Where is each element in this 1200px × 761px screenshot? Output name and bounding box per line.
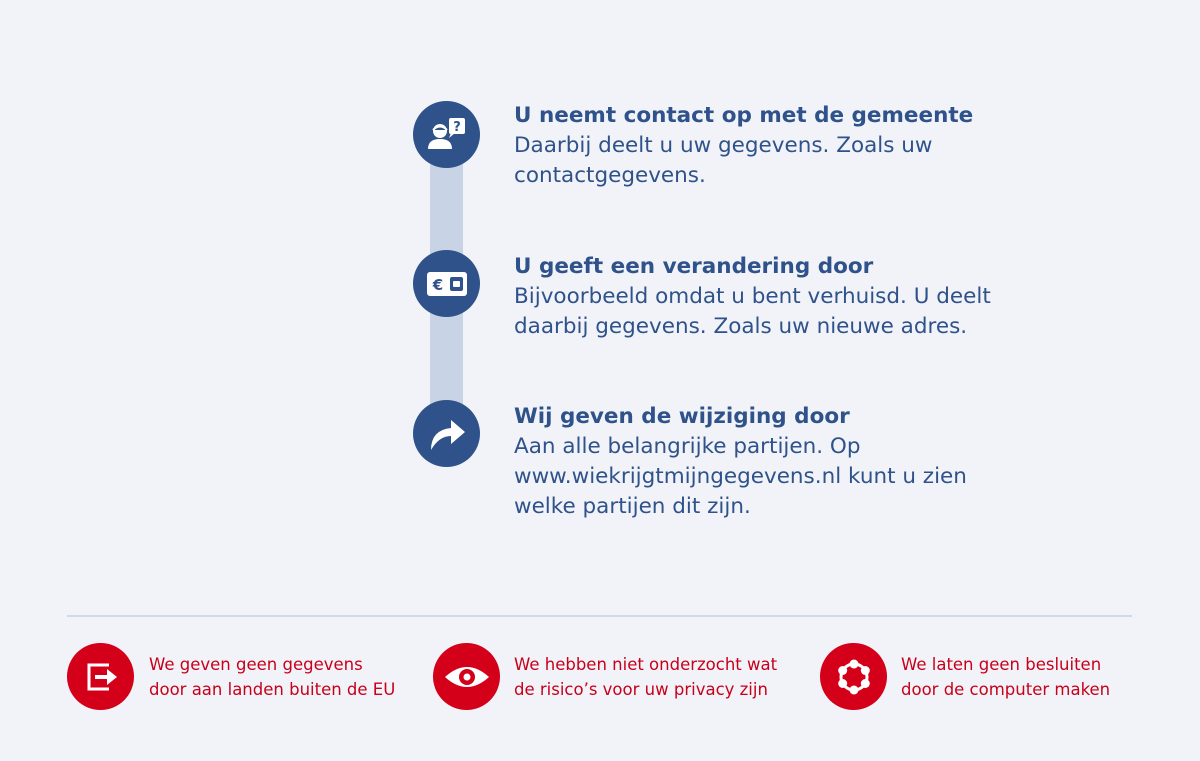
step-2-body-line-1: Bijvoorbeeld omdat u bent verhuisd. U deelt xyxy=(514,284,991,309)
share-arrow-icon xyxy=(423,410,471,458)
divider xyxy=(67,615,1132,617)
note-2-text xyxy=(514,652,804,702)
note-3-line-2: door de computer maken xyxy=(901,680,1111,699)
eye-icon xyxy=(442,652,492,702)
step-3-circle xyxy=(413,400,480,467)
step-1-body-line-1: Daarbij deelt u uw gegevens. Zoals uw xyxy=(514,133,933,158)
step-2-body-line-2: daarbij gegevens. Zoals uw nieuwe adres. xyxy=(514,314,968,339)
step-3-body-line-2[interactable]: www.wiekrijgtmijngegevens.nl kunt u zien xyxy=(514,464,967,489)
step-1-title: U neemt contact op met de gemeente xyxy=(514,103,974,128)
step-3-body-line-3: welke partijen dit zijn. xyxy=(514,494,751,519)
note-2-circle xyxy=(433,643,500,710)
note-3-text xyxy=(901,652,1191,702)
step-2-text xyxy=(514,252,1074,342)
step-3-text xyxy=(514,402,1074,522)
step-3-body-line-1: Aan alle belangrijke partijen. Op xyxy=(514,434,861,459)
note-3-circle xyxy=(820,643,887,710)
step-1-body-line-2: contactgegevens. xyxy=(514,163,706,188)
euro-wallet-icon xyxy=(423,260,471,308)
step-2-title: U geeft een verandering door xyxy=(514,254,874,279)
note-2-line-2: de risico’s voor uw privacy zijn xyxy=(514,680,768,699)
export-arrow-icon xyxy=(79,655,123,699)
step-1-text xyxy=(514,101,1074,191)
note-3-line-1: We laten geen besluiten xyxy=(901,655,1102,674)
person-question-icon xyxy=(423,111,471,159)
note-1-text xyxy=(149,652,439,702)
note-1-line-2: door aan landen buiten de EU xyxy=(149,680,396,699)
step-3-title: Wij geven de wijziging door xyxy=(514,404,850,429)
network-nodes-icon xyxy=(831,654,877,700)
step-1-circle xyxy=(413,101,480,168)
svg-text:€: € xyxy=(432,275,443,294)
note-1-circle xyxy=(67,643,134,710)
note-2-line-1: We hebben niet onderzocht wat xyxy=(514,655,778,674)
svg-text:?: ? xyxy=(452,119,461,135)
note-1-line-1: We geven geen gegevens xyxy=(149,655,363,674)
step-2-circle xyxy=(413,250,480,317)
